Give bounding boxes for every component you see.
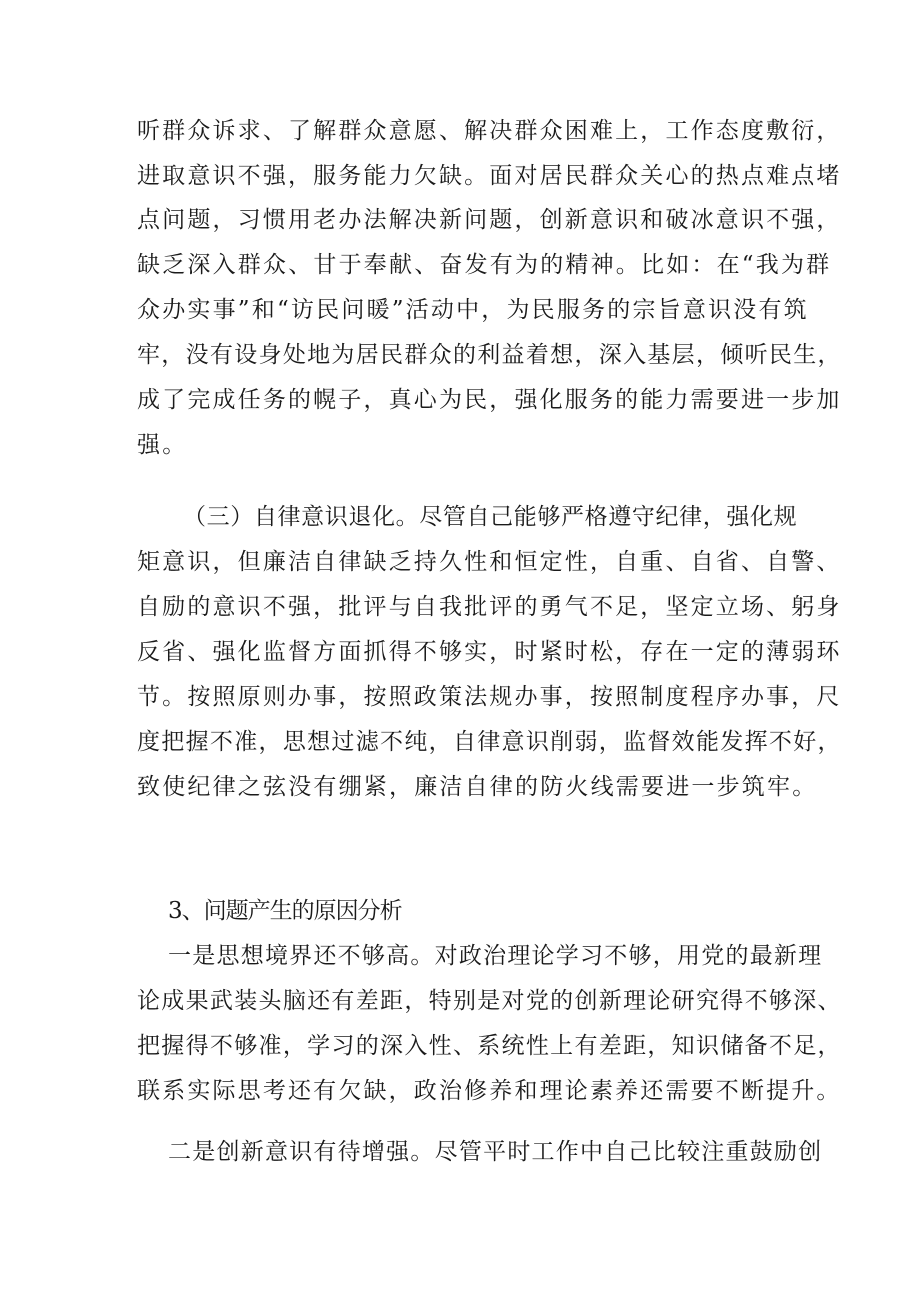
section-heading: 3、问题产生的原因分析: [168, 898, 402, 924]
paragraph-line: 进取意识不强，服务能力欠缺。面对居民群众关心的热点难点堵: [137, 163, 842, 189]
paragraph-line: 矩意识，但廉洁自律缺乏持久性和恒定性，自重、自省、自警、: [137, 549, 842, 575]
paragraph-line: 众办实事”和“访民问暖”活动中，为民服务的宗旨意识没有筑: [137, 297, 809, 323]
paragraph-line: 节。按照原则办事，按照政策法规办事，按照制度程序办事，尺: [137, 684, 842, 710]
paragraph-line: 点问题，习惯用老办法解决新问题，创新意识和破冰意识不强，: [137, 207, 842, 233]
paragraph-line: 缺乏深入群众、甘于奉献、奋发有为的精神。比如：在“我为群: [137, 252, 832, 278]
paragraph-line: 论成果武装头脑还有差距，特别是对党的创新理论研究得不够深、: [137, 988, 842, 1014]
paragraph-line: 把握得不够准，学习的深入性、系统性上有差距，知识储备不足，: [137, 1033, 842, 1059]
paragraph-line: 一是思想境界还不够高。对政治理论学习不够，用党的最新理: [168, 943, 823, 969]
paragraph-line: 联系实际思考还有欠缺，政治修养和理论素养还需要不断提升。: [137, 1078, 842, 1104]
paragraph-line: 听群众诉求、了解群众意愿、解决群众困难上，工作态度敷衍，: [137, 118, 842, 144]
paragraph-line: 反省、强化监督方面抓得不够实，时紧时松，存在一定的薄弱环: [137, 639, 842, 665]
paragraph-line: 致使纪律之弦没有绷紧，廉洁自律的防火线需要进一步筑牢。: [137, 774, 818, 800]
paragraph-line: 度把握不准，思想过滤不纯，自律意识削弱，监督效能发挥不好，: [137, 729, 842, 755]
paragraph-line: 强。: [137, 432, 188, 458]
paragraph-line: 牢，没有设身处地为居民群众的利益着想，深入基层，倾听民生，: [137, 342, 842, 368]
paragraph-line: 自励的意识不强，批评与自我批评的勇气不足，坚定立场、躬身: [137, 594, 842, 620]
paragraph-line: 成了完成任务的幌子，真心为民，强化服务的能力需要进一步加: [137, 387, 842, 413]
section-heading-line: （三）自律意识退化。尽管自己能够严格遵守纪律，强化规: [183, 504, 798, 530]
paragraph-line: 二是创新意识有待增强。尽管平时工作中自己比较注重鼓励创: [168, 1139, 823, 1165]
